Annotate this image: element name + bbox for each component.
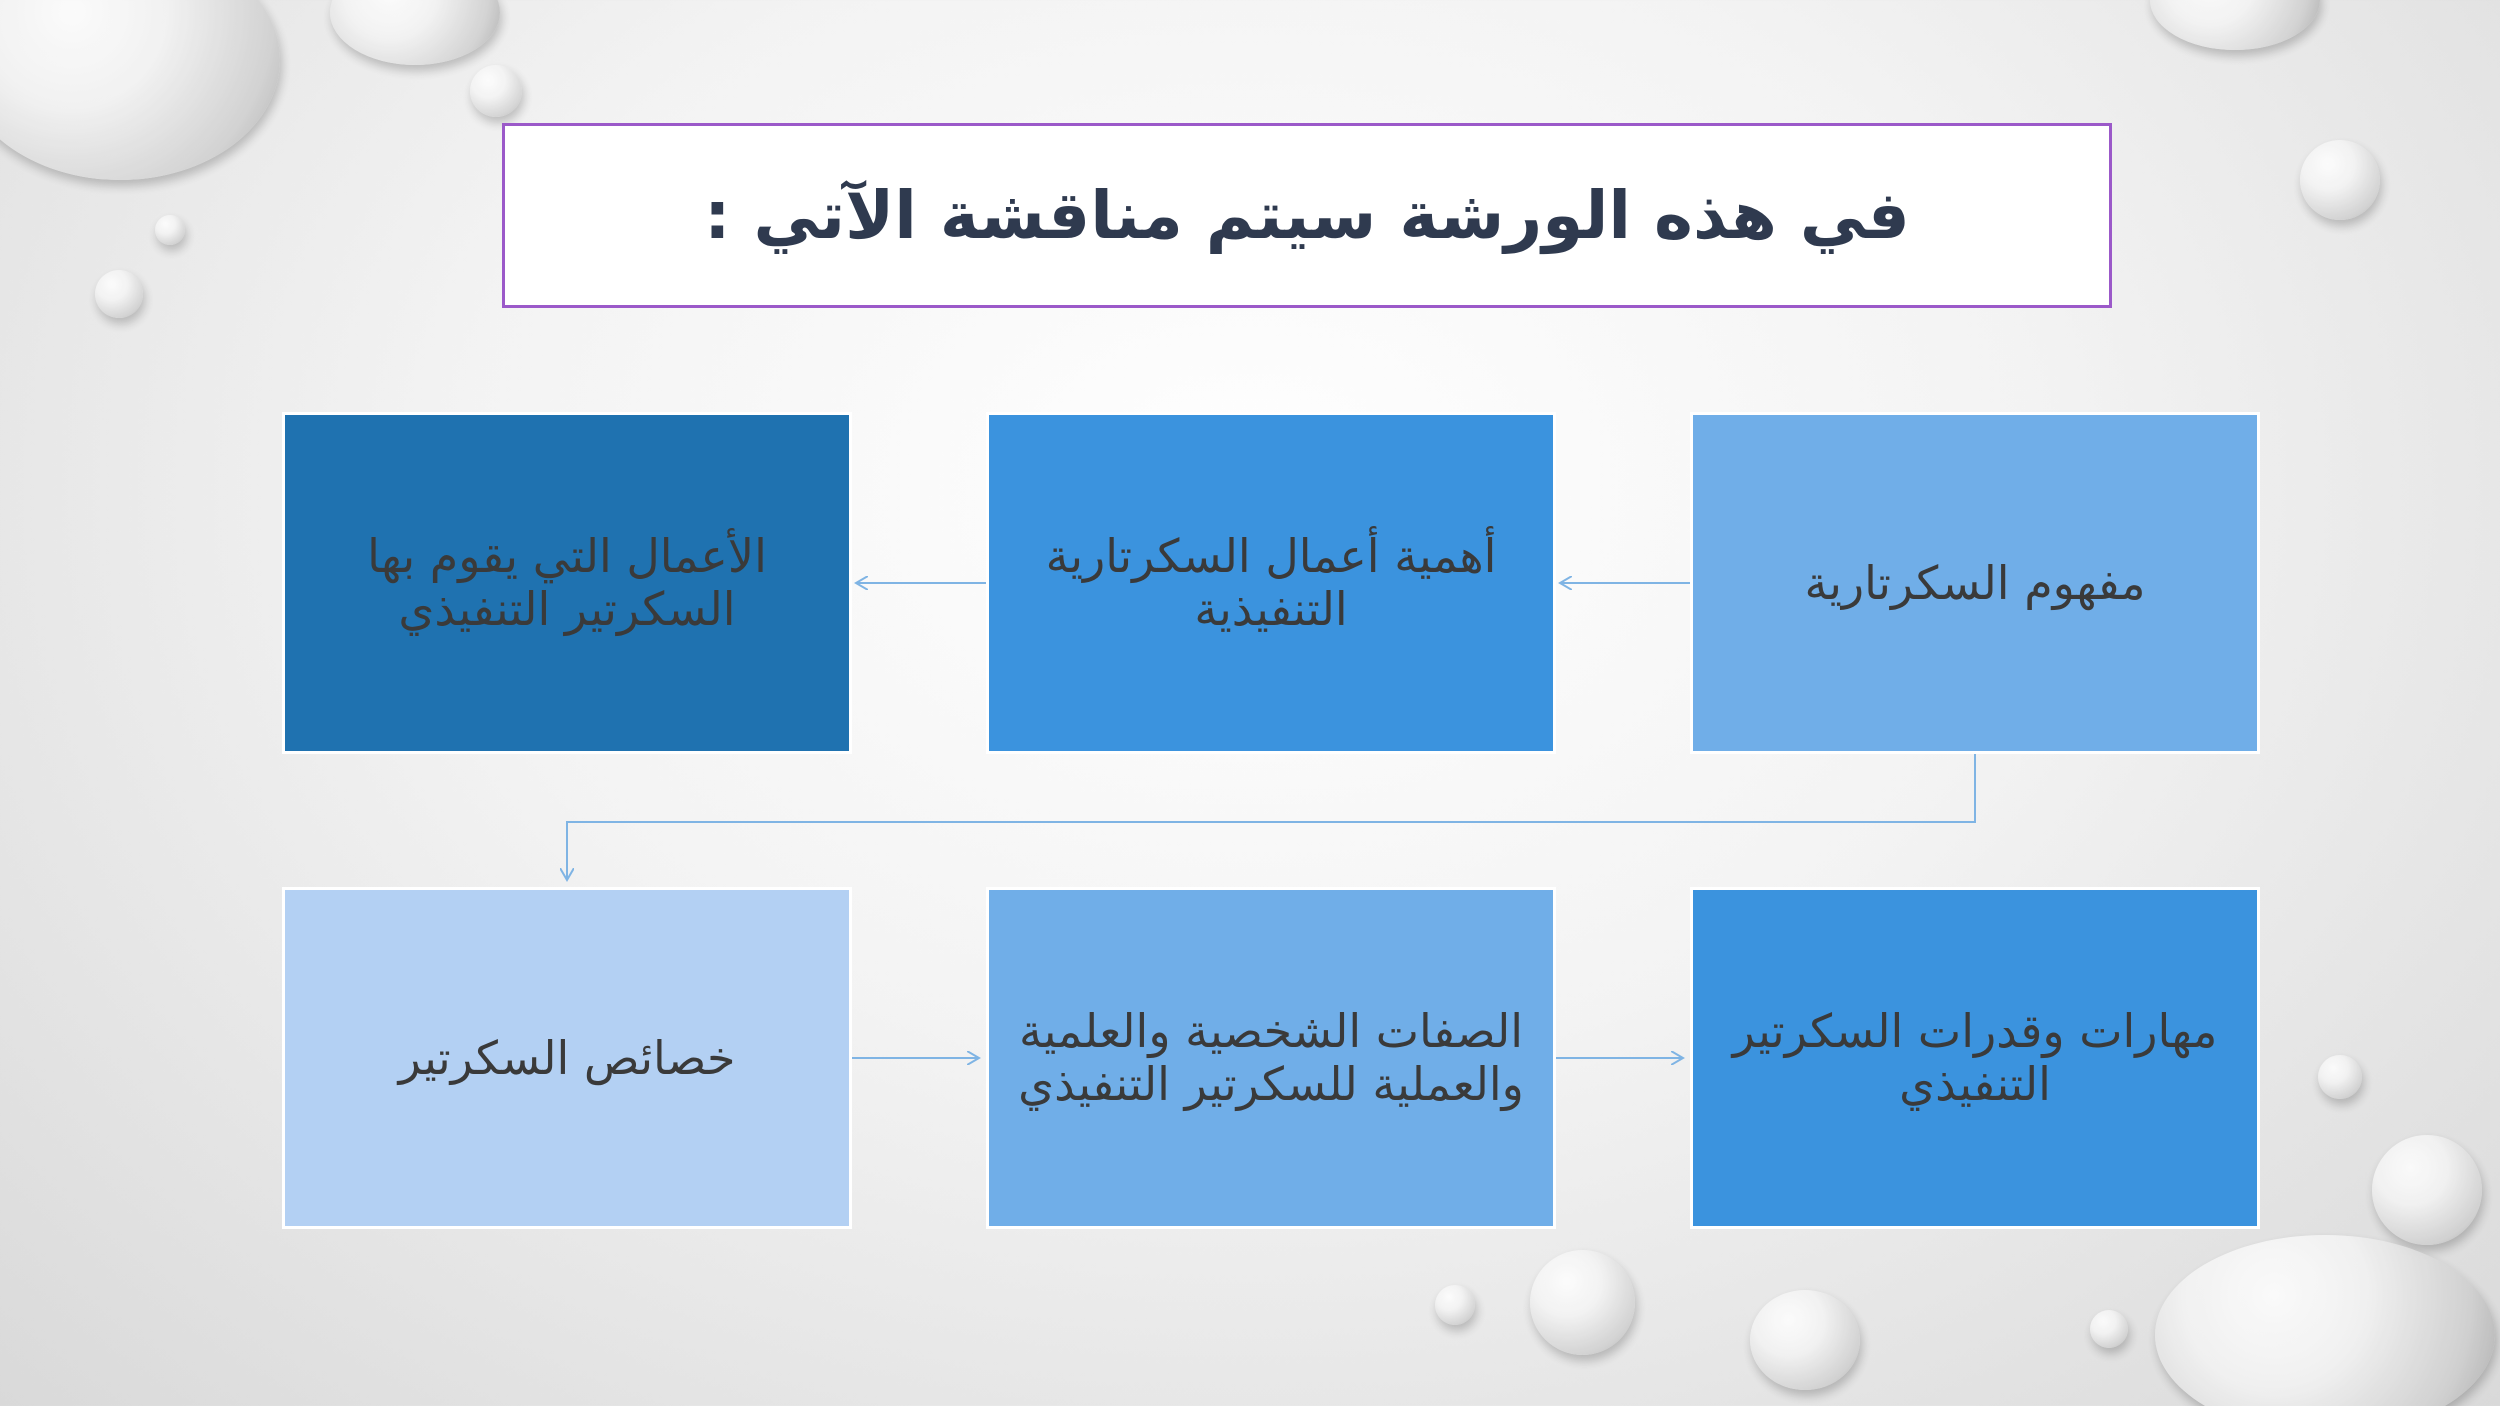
water-droplet-decoration [330,0,500,65]
node-label: خصائص السكرتير [398,1030,736,1085]
water-droplet-decoration [2090,1310,2128,1348]
water-droplet-decoration [155,215,185,245]
water-droplet-decoration [95,270,143,318]
connector-arrow [567,754,1975,880]
water-droplet-decoration [2155,1235,2495,1406]
title-box [502,123,2112,308]
water-droplet-decoration [0,0,280,180]
node-label: الصفات الشخصية والعلمية والعملية للسكرتير التنفيذي [1018,1004,1524,1111]
water-droplet-decoration [2318,1055,2362,1099]
water-droplet-decoration [1435,1285,1475,1325]
node-concept-of-secretarial [1690,412,2260,754]
water-droplet-decoration [2300,140,2380,220]
node-tasks-of-executive-secretary [282,412,852,754]
water-droplet-decoration [1750,1290,1860,1390]
node-skills-of-executive-secretary [1690,887,2260,1229]
node-label: أهمية أعمال السكرتارية التنفيذية [1045,529,1497,636]
slide-title: في هذه الورشة سيتم مناقشة الآتي : [704,177,1910,254]
water-droplet-decoration [1530,1250,1635,1355]
node-label: الأعمال التي يقوم بها السكرتير التنفيذي [367,529,767,636]
water-droplet-decoration [2150,0,2320,50]
water-droplet-decoration [2372,1135,2482,1245]
node-importance-of-executive-secretarial [986,412,1556,754]
node-label: مفهوم السكرتارية [1804,555,2146,610]
water-droplet-decoration [470,65,522,117]
node-label: مهارات وقدرات السكرتير التنفيذي [1732,1004,2218,1111]
node-personal-qualities-of-executive-secretary [986,887,1556,1229]
node-characteristics-of-secretary [282,887,852,1229]
